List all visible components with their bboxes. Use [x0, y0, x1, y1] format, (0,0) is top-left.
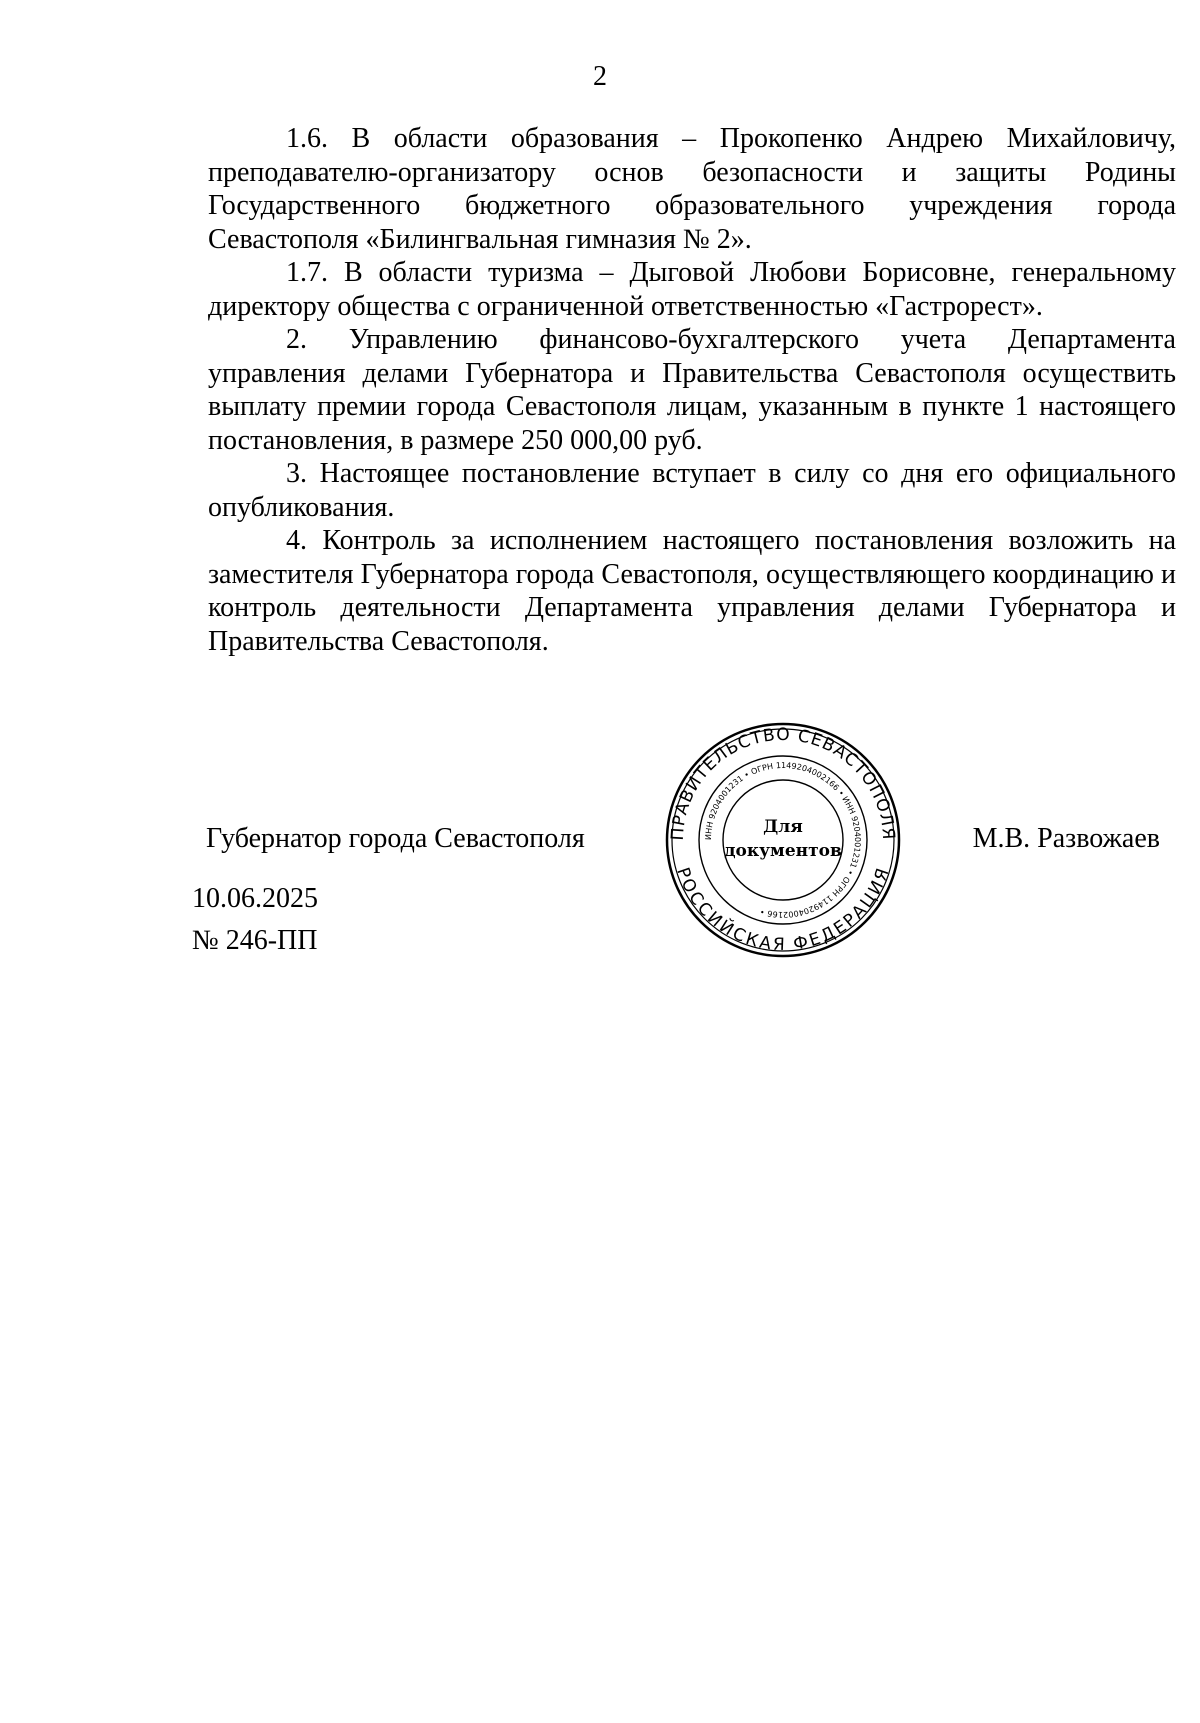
- document-number: № 246-ПП: [192, 925, 318, 956]
- official-seal-stamp: [663, 720, 903, 960]
- page-number: 2: [593, 61, 607, 92]
- paragraph-1-7: 1.7. В области туризма – Дыговой Любови Борисовне, генеральному директору общества с ограниченной ответственностью «Гастрорест».: [208, 257, 1176, 322]
- document-body: [208, 122, 1176, 658]
- paragraph-3: 3. Настоящее постановление вступает в силу со дня его официального опубликования.: [208, 458, 1176, 523]
- document-date: 10.06.2025: [192, 883, 318, 914]
- paragraph-1-6: 1.6. В области образования – Прокопенко Андрею Михайловичу, преподавателю-организатору основ безопасности и защиты Родины Государственного бюджетного образовательного учреждения города Севастополя «Билингвальная гимназия № 2».: [208, 123, 1176, 255]
- seal-center-line2: документов: [724, 841, 842, 861]
- paragraph-2: 2. Управлению финансово-бухгалтерского учета Департамента управления делами Губернатора и Правительства Севастополя осуществить выплату премии города Севастополя лицам, указанным в пункте 1 настоящего постановления, в размере 250 000,00 руб.: [208, 324, 1176, 456]
- seal-text-top: ПРАВИТЕЛЬСТВО СЕВАСТОПОЛЯ: [667, 724, 899, 842]
- seal-text-bottom: РОССИЙСКАЯ ФЕДЕРАЦИЯ: [672, 865, 894, 956]
- signatory-title: Губернатор города Севастополя: [206, 823, 585, 854]
- seal-text-inner: ИНН 9204001231 • ОГРН 1149204002166 • ИНН 9204001231 • ОГРН 1149204002166 •: [703, 760, 863, 920]
- signatory-name: М.В. Развожаев: [972, 823, 1160, 854]
- paragraph-4: 4. Контроль за исполнением настоящего постановления возложить на заместителя Губернатора города Севастополя, осуществляющего координацию и контроль деятельности Департамента управления делами Губернатора и Правительства Севастополя.: [208, 525, 1176, 657]
- seal-center-line1: Для: [763, 817, 803, 837]
